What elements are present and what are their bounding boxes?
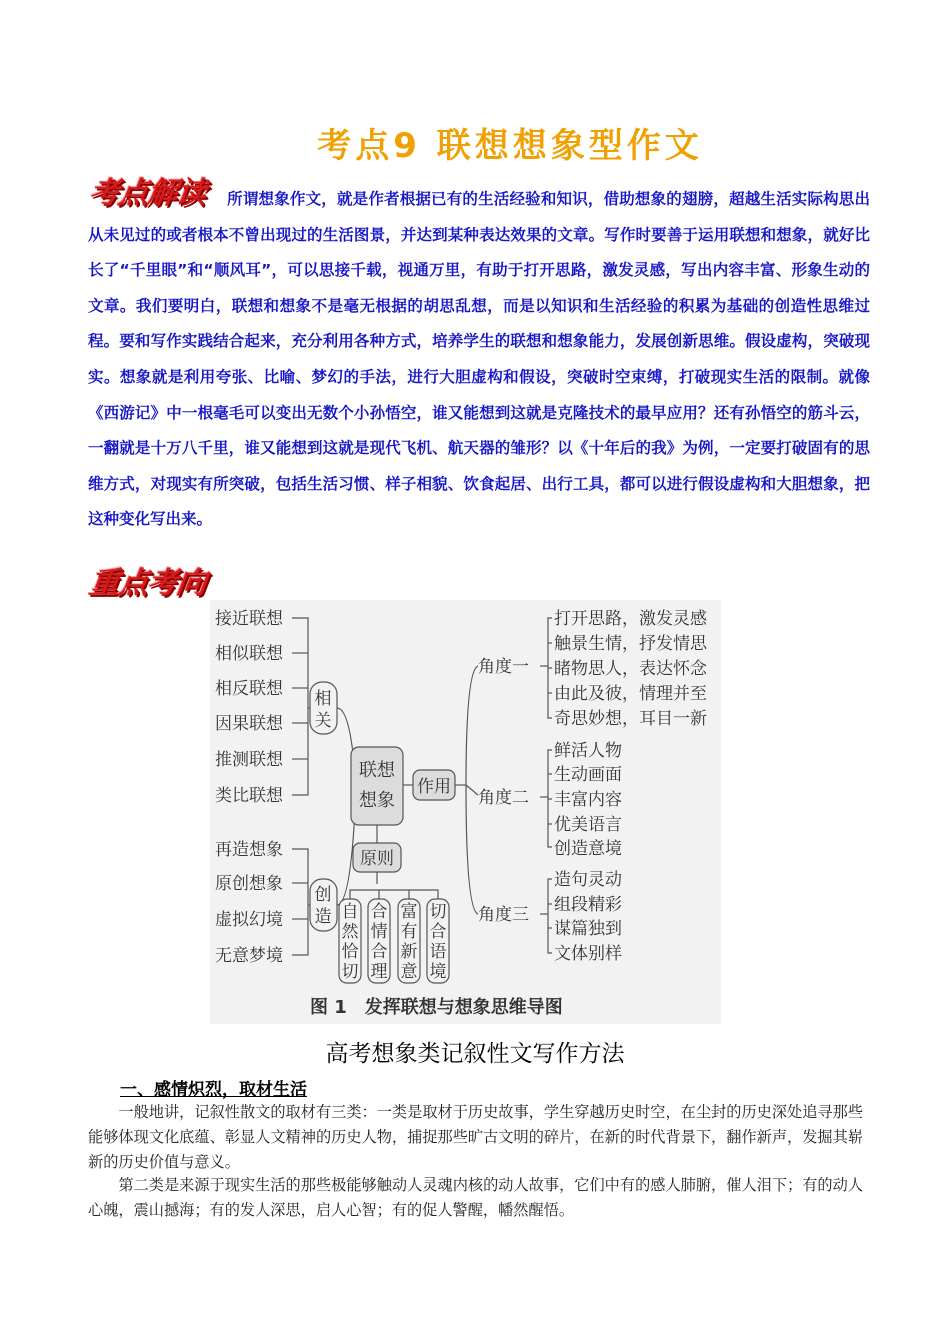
page-title: 考点9 联想想象型作文 xyxy=(317,126,703,166)
create-item: 原创想象 xyxy=(215,874,283,894)
create-node-char: 造 xyxy=(314,907,332,927)
figure-caption: 图 1 发挥联想与想象思维导图 xyxy=(310,997,563,1018)
principle-char: 切 xyxy=(429,902,447,922)
principle-char: 新 xyxy=(400,942,418,962)
angle-item: 睹物思人，表达怀念 xyxy=(554,659,707,679)
subheading: 高考想象类记叙性文写作方法 xyxy=(325,1041,625,1067)
related-item: 因果联想 xyxy=(215,714,283,734)
angle-label: 角度一 xyxy=(478,657,529,677)
role-node-label: 作用 xyxy=(417,777,451,797)
principle-char: 理 xyxy=(370,962,388,982)
intro-text: 所谓想象作文，就是作者根据已有的生活经验和知识，借助想象的翅膀，超越生活实际构思出从未见过的或者根本不曾出现过的生活图景，并达到某种表达效果的文章。写作时要善于运用联想和想象，就好比长了“千里眼”和“顺风耳”，可以思接千载，视通万里，有助于打开思路，激发灵感，写出内容丰富、形象生动的文章。我们要明白，联想和想象不是毫无根据的胡思乱想，而是以知识和生活经验的积累为基础的创造性思维过程。要和写作实践结合起来，充分利用各种方式，培养学生的联想和想象能力，发展创新思维。假设虚构，突破现实。想象就是利用夸张、比喻、梦幻的手法，进行大胆虚构和假设，突破时空束缚，打破现实生活的限制。就像《西游记》中一根毫毛可以变出无数个小孙悟空，谁又能想到这就是克隆技术的最早应用？还有孙悟空的筋斗云，一翻就是十万八千里，谁又能想到这就是现代飞机、航天器的雏形？以《十年后的我》为例，一定要打破固有的思维方式，对现实有所突破，包括生活习惯、样子相貌、饮食起居、出行工具，都可以进行假设虚构和大胆想象，把这种变化写出来。 xyxy=(88,190,870,529)
principle-char: 富 xyxy=(400,902,418,922)
principle-char: 切 xyxy=(341,962,359,982)
create-item: 虚拟幻境 xyxy=(215,910,283,930)
center-node-line: 想象 xyxy=(359,790,395,811)
angle-item: 创造意境 xyxy=(554,839,622,859)
angle-item: 奇思妙想，耳目一新 xyxy=(554,709,707,729)
principle-char: 恰 xyxy=(341,942,359,962)
principle-char: 语 xyxy=(429,942,447,962)
angle-label: 角度二 xyxy=(478,788,529,808)
principle-char: 自 xyxy=(341,902,359,922)
related-node-char: 关 xyxy=(314,711,332,731)
angle-item: 文体别样 xyxy=(554,944,622,964)
principle-node-label: 原则 xyxy=(360,849,394,869)
create-node-char: 创 xyxy=(314,885,332,905)
related-item: 接近联想 xyxy=(215,609,283,629)
related-item: 推测联想 xyxy=(215,750,283,770)
intro-paragraph xyxy=(88,182,870,538)
section-badge-direction: 重点考向 xyxy=(87,566,208,601)
create-item: 无意梦境 xyxy=(215,946,283,966)
related-item: 类比联想 xyxy=(215,786,283,806)
body-paragraph: 第二类是来源于现实生活的那些极能够触动人灵魂内核的动人故事，它们中有的感人肺腑，催人泪下；有的动人心魄，震山撼海；有的发人深思，启人心智；有的促人警醒，幡然醒悟。 xyxy=(88,1176,863,1219)
related-item: 相似联想 xyxy=(215,644,283,664)
principle-char: 合 xyxy=(370,902,388,922)
related-node-char: 相 xyxy=(314,689,332,709)
angle-item: 造句灵动 xyxy=(554,870,622,890)
angle-item: 生动画面 xyxy=(554,765,622,785)
angle-item: 丰富内容 xyxy=(554,790,622,810)
center-node xyxy=(351,747,403,825)
center-node-line: 联想 xyxy=(359,760,395,781)
principle-char: 合 xyxy=(370,942,388,962)
angle-item: 组段精彩 xyxy=(554,895,622,915)
create-item: 再造想象 xyxy=(215,840,283,860)
principle-char: 合 xyxy=(429,922,447,942)
principle-char: 有 xyxy=(400,922,418,942)
angle-item: 打开思路，激发灵感 xyxy=(554,609,707,629)
principle-char: 境 xyxy=(429,962,447,982)
mindmap-svg xyxy=(210,600,721,1024)
angle-label: 角度三 xyxy=(478,905,529,925)
related-item: 相反联想 xyxy=(215,679,283,699)
mindmap-figure xyxy=(210,600,721,1024)
principle-char: 情 xyxy=(370,922,388,942)
principle-char: 然 xyxy=(341,922,359,942)
section-badge-reading: 考点解读 xyxy=(87,176,208,211)
principle-char: 意 xyxy=(400,962,418,982)
angle-item: 谋篇独到 xyxy=(554,919,622,939)
angle-item: 触景生情，抒发情思 xyxy=(554,634,707,654)
angle-item: 鲜活人物 xyxy=(554,741,622,761)
section-title: 一、感情炽烈，取材生活 xyxy=(120,1080,307,1100)
body-paragraph: 一般地讲，记叙性散文的取材有三类：一类是取材于历史故事，学生穿越历史时空，在尘封的历史深处追寻那些能够体现文化底蕴、彰显人文精神的历史人物，捕捉那些旷古文明的碎片，在新的时代背景下，翻作新声，发掘其崭新的历史价值与意义。 xyxy=(88,1103,863,1171)
angle-item: 由此及彼，情理并至 xyxy=(554,684,707,704)
angle-item: 优美语言 xyxy=(554,815,622,835)
